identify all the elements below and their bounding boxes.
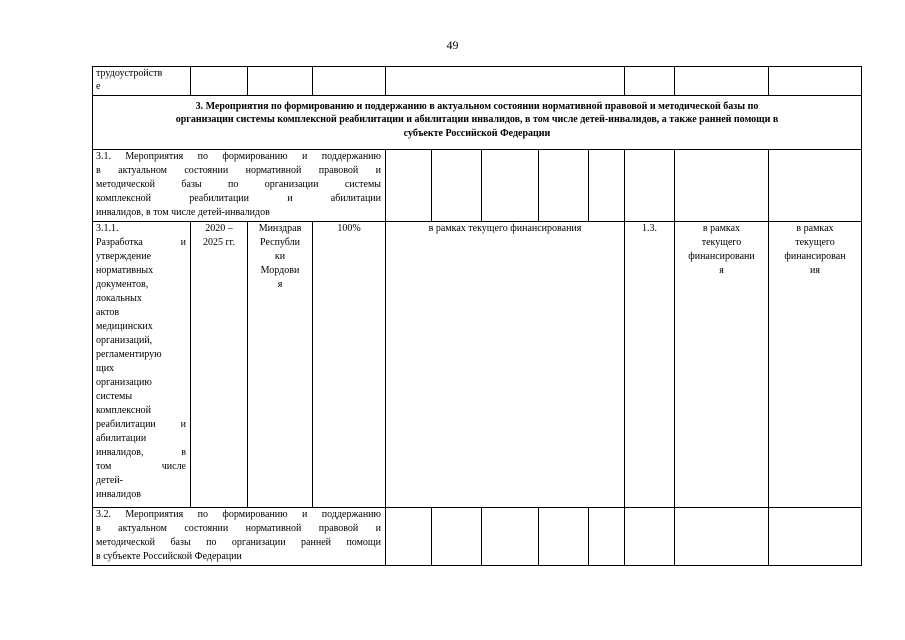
cell-text: абилитации xyxy=(96,433,147,444)
table-line xyxy=(312,66,313,96)
section-title-line: организации системы комплексной реабилитации и абилитации инвалидов, в том числе детей-инвалидов, а также ранней помощи в xyxy=(175,114,779,126)
cell-text: организацию xyxy=(96,377,152,388)
cell-text: инвалидов xyxy=(96,489,141,500)
table-line xyxy=(588,149,589,222)
cell-text: детей- xyxy=(96,475,124,486)
cell-text: е xyxy=(96,81,101,92)
cell-text: я xyxy=(719,265,724,276)
cell-text: Мордови xyxy=(260,265,300,276)
table-line xyxy=(431,149,432,222)
table-line xyxy=(190,66,191,96)
cell-text: методической базы по организации ранней помощи xyxy=(96,537,381,548)
table-line xyxy=(385,149,386,222)
cell-text: организаций, xyxy=(96,335,153,346)
cell-text: локальных xyxy=(96,293,142,304)
cell-text: ки xyxy=(274,251,286,262)
cell-text: в рамках xyxy=(702,223,741,234)
table-line xyxy=(385,66,386,96)
table-line xyxy=(92,66,862,67)
table-line xyxy=(861,66,862,566)
cell-text: медицинских xyxy=(96,321,153,332)
cell-text: комплексной xyxy=(96,405,152,416)
cell-text: актов xyxy=(96,307,120,318)
cell-text: утверждение xyxy=(96,251,152,262)
cell-text: ия xyxy=(810,265,820,276)
cell-text: системы xyxy=(96,391,133,402)
page-number: 49 xyxy=(446,38,459,52)
table-line xyxy=(385,507,386,566)
cell-text: трудоустройств xyxy=(96,68,163,79)
cell-text: Разработка и xyxy=(96,237,186,248)
cell-text: комплексной реабилитации и абилитации xyxy=(96,193,381,204)
section-title-line: субъекте Российской Федерации xyxy=(403,127,551,139)
cell-text: нормативных xyxy=(96,265,154,276)
table-line xyxy=(247,66,248,96)
cell-text: том числе xyxy=(96,461,186,472)
table-line xyxy=(624,66,625,96)
indicator-value: 100% xyxy=(337,223,361,234)
table-line xyxy=(431,507,432,566)
table-line xyxy=(481,149,482,222)
table-line xyxy=(92,565,862,566)
cell-text: в субъекте Российской Федерации xyxy=(96,551,242,562)
financing-text: в рамках текущего финансирования xyxy=(428,223,582,234)
cell-text: 3.1.1. xyxy=(96,223,119,234)
reference-number: 1.3. xyxy=(642,223,657,234)
cell-text: Минздрав xyxy=(258,223,302,234)
cell-text: методической базы по организации системы xyxy=(96,179,381,190)
cell-text: щих xyxy=(96,363,115,374)
table-line xyxy=(481,507,482,566)
cell-text: инвалидов, в том числе детей-инвалидов xyxy=(96,207,270,218)
table-line xyxy=(538,507,539,566)
table-line xyxy=(624,507,625,566)
table-line xyxy=(768,66,769,96)
table-line xyxy=(768,149,769,222)
cell-text: регламентирую xyxy=(96,349,162,360)
table-line xyxy=(674,149,675,222)
cell-text: реабилитации и xyxy=(96,419,186,430)
cell-text: 2025 гг. xyxy=(202,237,236,248)
cell-text: 3.2. Мероприятия по формированию и поддержанию xyxy=(96,509,381,520)
table-line xyxy=(624,149,625,222)
cell-text: 2020 – xyxy=(205,223,233,234)
cell-text: текущего xyxy=(795,237,835,248)
table-line xyxy=(674,507,675,566)
cell-text: в актуальном состоянии нормативной правовой и xyxy=(96,523,381,534)
cell-text: в рамках xyxy=(796,223,834,234)
section-title-line: 3. Мероприятия по формированию и поддержанию в актуальном состоянии нормативной правовой и методической базы по xyxy=(195,101,759,112)
cell-text: текущего xyxy=(701,237,742,248)
table-line xyxy=(624,221,625,508)
table-line xyxy=(588,507,589,566)
table-line xyxy=(538,149,539,222)
cell-text: 3.1. Мероприятия по формированию и поддержанию xyxy=(96,151,381,162)
table-line xyxy=(674,66,675,96)
table-line xyxy=(190,221,191,508)
table-line xyxy=(768,507,769,566)
table-line xyxy=(385,221,386,508)
cell-text: в актуальном состоянии нормативной правовой и xyxy=(96,165,381,176)
table-line xyxy=(92,95,862,96)
cell-text: финансирован xyxy=(784,251,846,262)
table-line xyxy=(92,66,93,566)
cell-text: инвалидов, в xyxy=(96,447,186,458)
table-line xyxy=(312,221,313,508)
cell-text: финансировани xyxy=(688,251,755,262)
cell-text: документов, xyxy=(96,279,149,290)
section-title xyxy=(92,100,862,140)
cell-text: я xyxy=(277,279,283,290)
cell-text: Республи xyxy=(260,237,300,248)
